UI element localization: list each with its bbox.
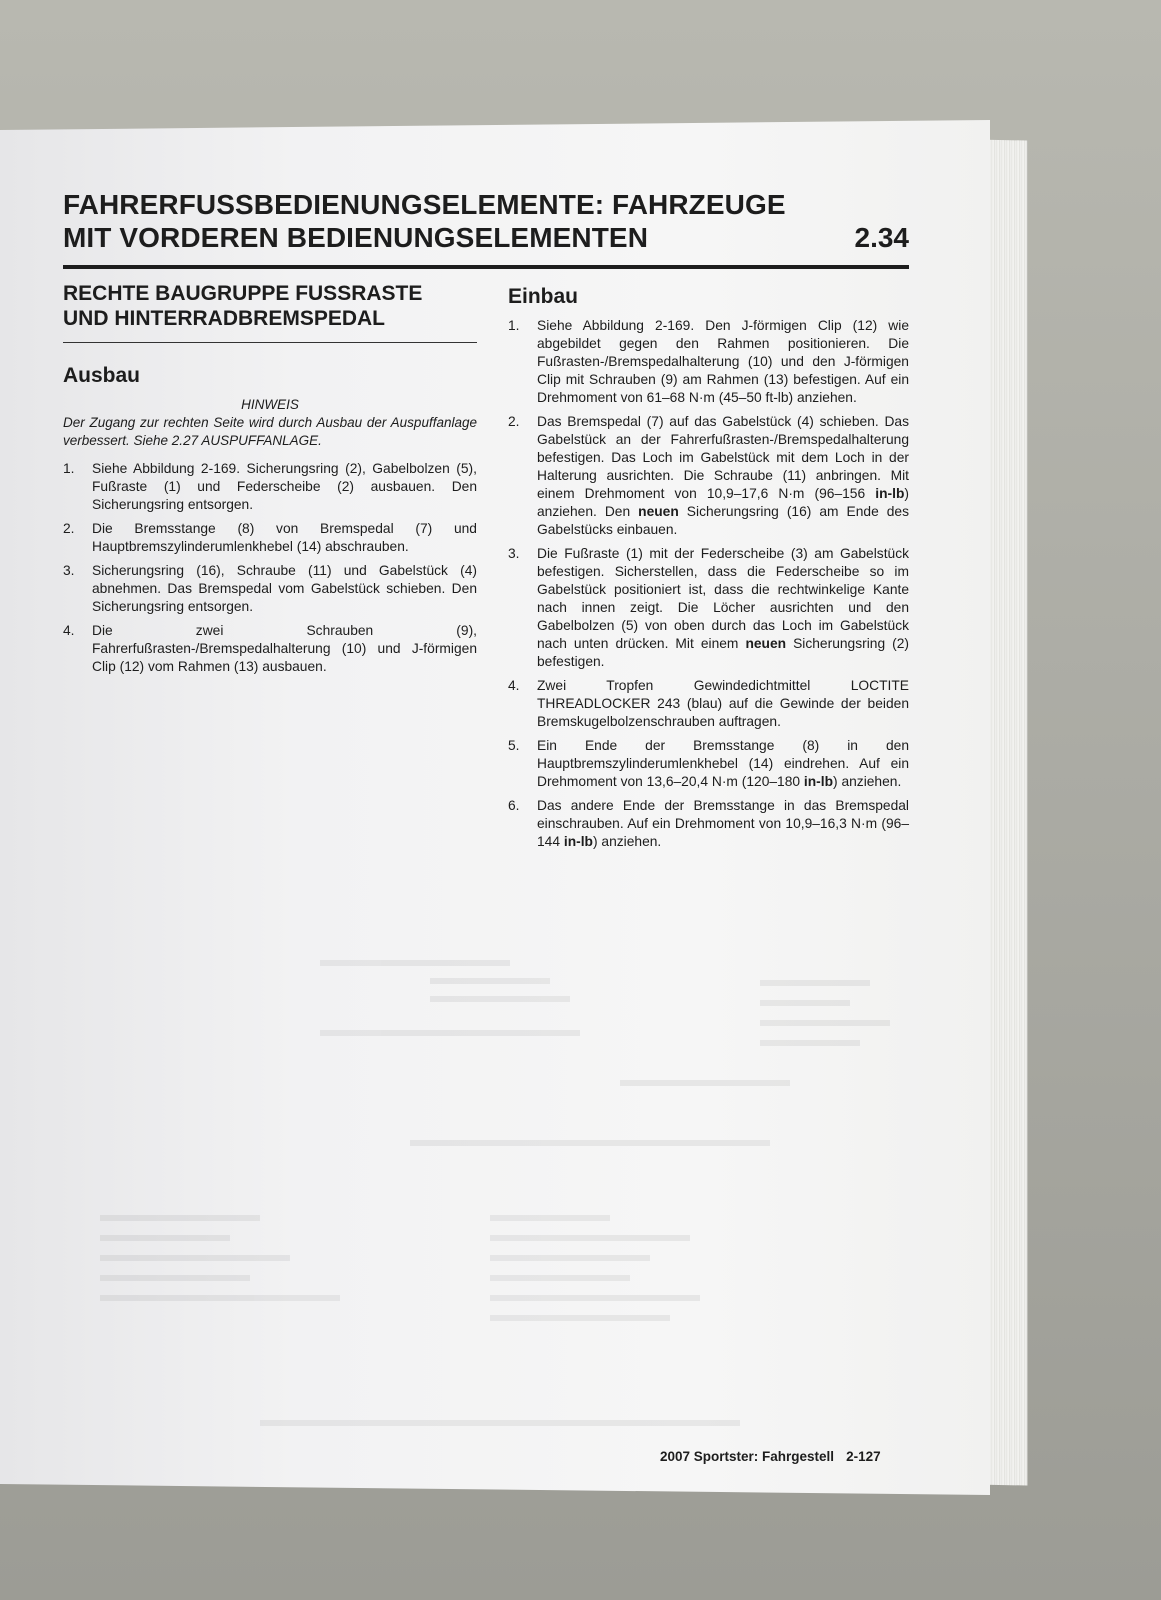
einbau-step [508, 413, 909, 539]
emphasis-unit: in-lb [563, 834, 593, 849]
heading-ausbau: Ausbau [63, 364, 141, 387]
step-text: Sicherungsring (16), Schraube (11) und Gabelstück (4) abnehmen. Das Bremspedal vom Gabelstück schieben. Den Sicherungsring entsorgen. [92, 563, 477, 614]
einbau-step [508, 677, 909, 731]
section-subtitle-line-2: UND HINTERRADBREMSPEDAL [63, 307, 386, 330]
heading-einbau: Einbau [508, 285, 579, 308]
ausbau-step [63, 622, 477, 676]
step-number: 4. [63, 623, 75, 638]
step-text: Das andere Ende der Bremsstange in das Bremspedal einschrauben. Auf ein Drehmoment von 10,9–16,3 N·m (96–144 [537, 798, 909, 849]
step-text: ) anziehen. [833, 774, 902, 789]
step-text: Die Fußraste (1) mit der Federscheibe (3) am Gabelstück befestigen. Sicherstellen, dass die Federscheibe so im Gabelstück positioniert ist, dass die rechtwinkelige Kante nach innen zeigt. Die Löcher ausrichten und den Gabelbolzen (5) von oben durch das Loch im Gabelstück nach unten drücken. Mit einem [537, 546, 909, 651]
ausbau-steps [63, 460, 477, 676]
step-number: 6. [508, 798, 520, 813]
note-title: HINWEIS [241, 397, 299, 412]
page-title-line-2: MIT VORDEREN BEDIENUNGSELEMENTEN [63, 222, 649, 253]
footer-text: 2007 Sportster: Fahrgestell [660, 1449, 835, 1464]
step-number: 2. [508, 414, 520, 429]
step-text: ) anziehen. [592, 834, 662, 849]
section-subtitle [63, 281, 477, 331]
subtitle-divider [63, 342, 477, 343]
page-number: 2-127 [846, 1449, 881, 1464]
page-footer [660, 1449, 881, 1464]
step-text: Die Bremsstange (8) von Bremspedal (7) und Hauptbremszylinderumlenkhebel (14) abschrauben. [92, 521, 477, 554]
einbau-step [508, 737, 909, 791]
step-number: 1. [63, 461, 75, 476]
section-number: 2.34 [854, 222, 909, 253]
step-text: Siehe Abbildung 2-169. Sicherungsring (2), Gabelbolzen (5), Fußraste (1) und Federscheibe (2) ausbauen. Den Sicherungsring entsorgen. [92, 461, 477, 512]
step-text: Siehe Abbildung 2-169. Den J-förmigen Clip (12) wie abgebildet gegen den Rahmen positionieren. Die Fußrasten-/Bremspedalhalterung (10) und den J-förmigen Clip mit Schrauben (9) am Rahmen (13) befestigen. Auf ein Drehmoment von 61–68 N·m (45–50 ft-lb) anziehen. [537, 318, 909, 405]
step-text: Sicherungsring (16) am Ende des Gabelstücks einbauen. [537, 504, 909, 537]
ausbau-step [63, 460, 477, 514]
ausbau-step [63, 562, 477, 616]
einbau-step [508, 797, 909, 851]
left-column [63, 281, 477, 682]
emphasis-new: neuen [638, 504, 679, 519]
step-text: Ein Ende der Bremsstange (8) in den Hauptbremszylinderumlenkhebel (14) eindrehen. Auf ein Drehmoment von 13,6–20,4 N·m (120–180 [537, 738, 909, 789]
ausbau-step [63, 520, 477, 556]
emphasis-unit: in-lb [875, 486, 905, 501]
einbau-step [508, 545, 909, 671]
page-title-line-1: FAHRERFUSSBEDIENUNGSELEMENTE: FAHRZEUGE [63, 189, 786, 220]
step-text: Das Bremspedal (7) auf das Gabelstück (4) schieben. Das Gabelstück an der Fahrerfußrasten-/Bremspedalhalterung befestigen. Das Loch im Gabelstück mit dem Loch in der Halterung ausrichten. Die Schraube (11) anbringen. Mit einem Drehmoment von 10,9–17,6 N·m (96–156 [537, 414, 909, 501]
step-number: 1. [508, 318, 520, 333]
step-text: ) anziehen. Den [537, 486, 909, 519]
step-number: 2. [63, 521, 75, 536]
step-number: 3. [508, 546, 520, 561]
show-through-text [60, 960, 920, 1440]
right-column [508, 284, 909, 857]
step-number: 5. [508, 738, 520, 753]
emphasis-unit: in-lb [803, 774, 834, 789]
section-subtitle-line-1: RECHTE BAUGRUPPE FUSSRASTE [63, 282, 423, 305]
einbau-steps [508, 317, 909, 851]
einbau-step [508, 317, 909, 407]
step-text: Die zwei Schrauben (9), Fahrerfußrasten-/Bremspedalhalterung (10) und J-förmigen Clip (12) vom Rahmen (13) ausbauen. [92, 623, 477, 674]
step-number: 4. [508, 678, 520, 693]
step-text: Sicherungsring (2) befestigen. [537, 636, 910, 669]
title-divider [63, 265, 909, 269]
step-number: 3. [63, 563, 75, 578]
note-text: Der Zugang zur rechten Seite wird durch Ausbau der Auspuffanlage verbessert. Siehe 2.27 AUSPUFFANLAGE. [63, 415, 477, 448]
emphasis-new: neuen [745, 636, 787, 651]
page-title [63, 188, 909, 254]
step-text: Zwei Tropfen Gewindedichtmittel LOCTITE THREADLOCKER 243 (blau) auf die Gewinde der beiden Bremskugelbolzenschrauben auftragen. [537, 678, 909, 729]
